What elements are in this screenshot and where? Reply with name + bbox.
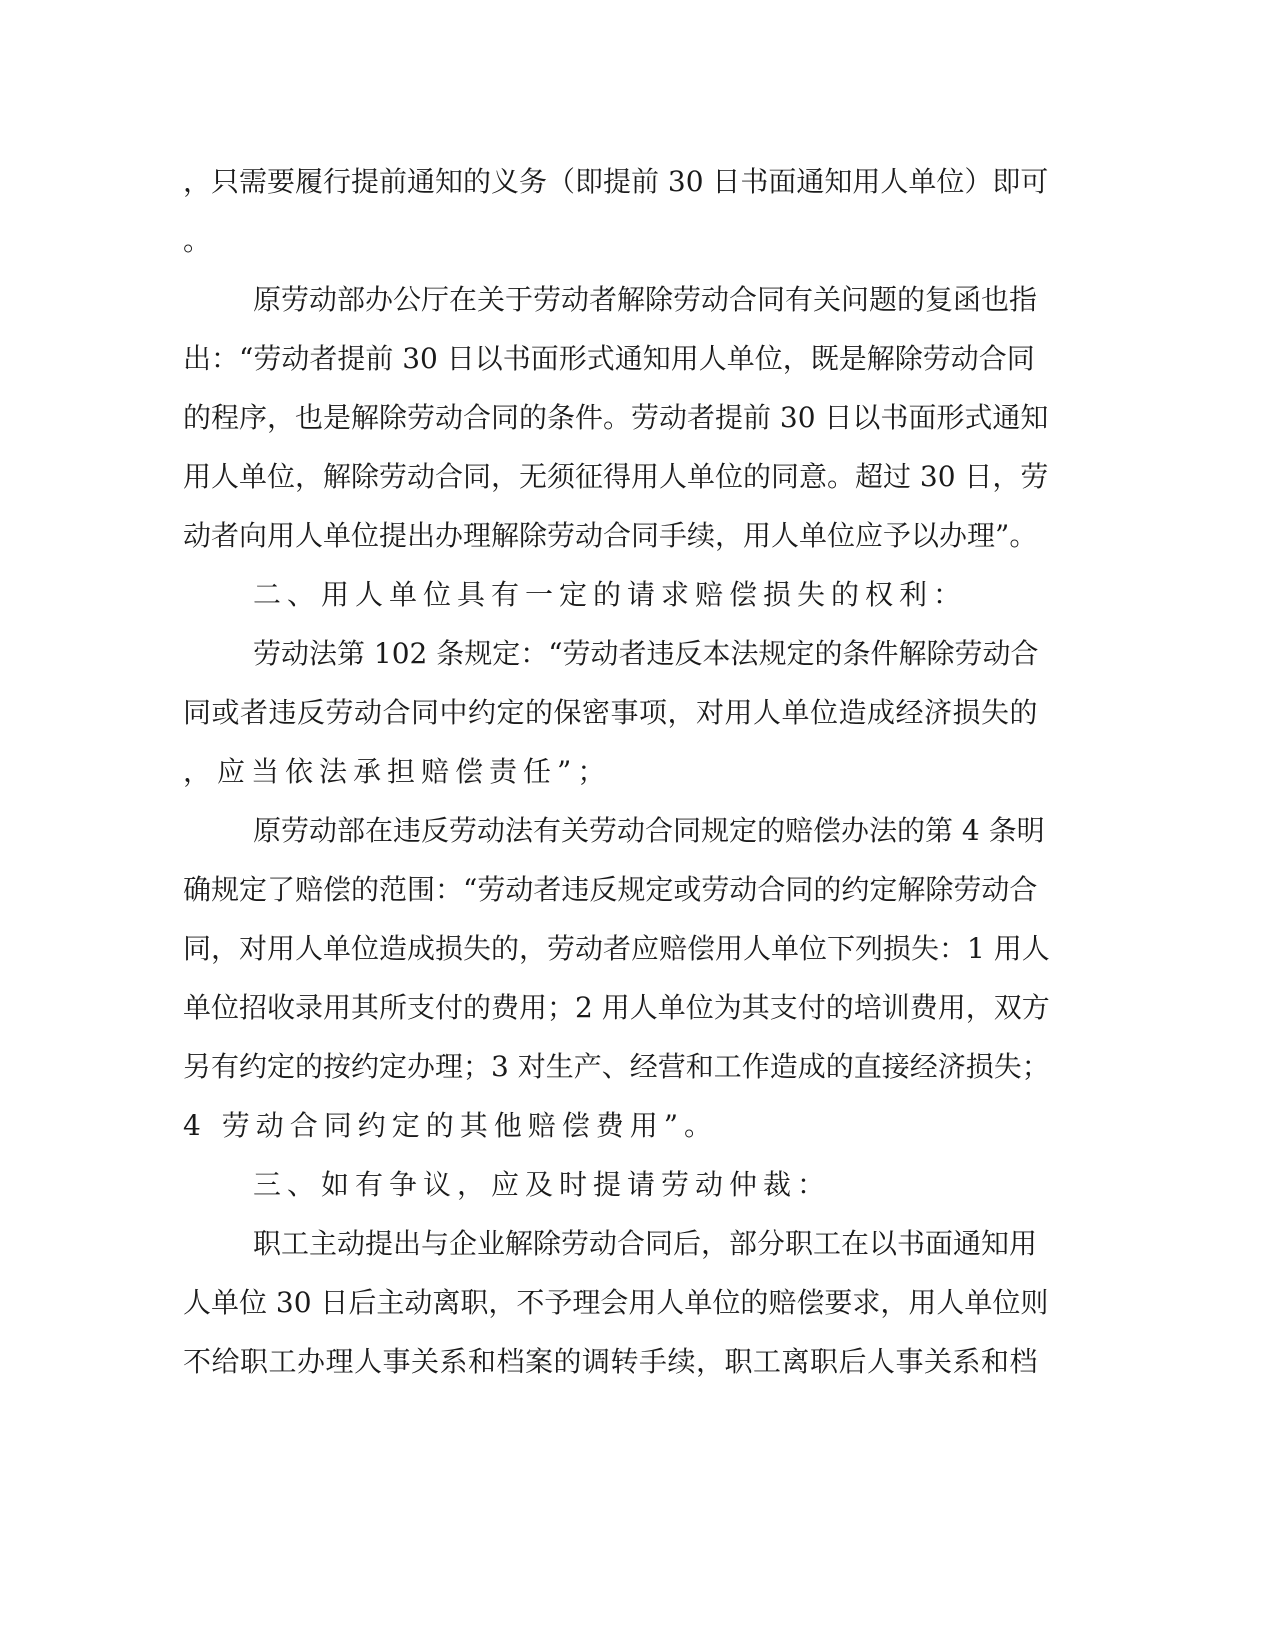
text-line: ，应当依法承担赔偿责任”； xyxy=(183,755,612,788)
text-line: 不给职工办理人事关系和档案的调转手续，职工离职后人事关系和档 xyxy=(183,1345,1039,1378)
text-line: 另有约定的按约定办理；3 对生产、经营和工作造成的直接经济损失； xyxy=(183,1050,1050,1083)
text-line: ，只需要履行提前通知的义务（即提前 30 日书面通知用人单位）即可 xyxy=(183,165,1049,198)
text-line: 4 劳动合同约定的其他赔偿费用”。 xyxy=(183,1109,719,1142)
text-line: 的程序，也是解除劳动合同的条件。劳动者提前 30 日以书面形式通知 xyxy=(183,401,1049,434)
paragraph-first-line: 职工主动提出与企业解除劳动合同后，部分职工在以书面通知用 xyxy=(253,1227,1038,1260)
section-heading: 三、如有争议，应及时提请劳动仲裁： xyxy=(253,1168,832,1201)
paragraph-first-line: 原劳动部在违反劳动法有关劳动合同规定的赔偿办法的第 4 条明 xyxy=(253,814,1045,847)
text-line: 。 xyxy=(183,224,218,257)
text-line: 出：“劳动者提前 30 日以书面形式通知用人单位，既是解除劳动合同 xyxy=(183,342,1035,375)
paragraph-first-line: 劳动法第 102 条规定：“劳动者违反本法规定的条件解除劳动合 xyxy=(253,637,1039,670)
text-line: 同，对用人单位造成损失的，劳动者应赔偿用人单位下列损失：1 用人 xyxy=(183,932,1050,965)
section-heading: 二、用人单位具有一定的请求赔偿损失的权利： xyxy=(253,578,968,611)
text-line: 动者向用人单位提出办理解除劳动合同手续，用人单位应予以办理”。 xyxy=(183,519,1038,552)
text-line: 同或者违反劳动合同中约定的保密事项，对用人单位造成经济损失的 xyxy=(183,696,1039,729)
paragraph-first-line: 原劳动部办公厅在关于劳动者解除劳动合同有关问题的复函也指 xyxy=(253,283,1038,316)
text-line: 人单位 30 日后主动离职，不予理会用人单位的赔偿要求，用人单位则 xyxy=(183,1286,1049,1319)
text-line: 单位招收录用其所支付的费用；2 用人单位为其支付的培训费用，双方 xyxy=(183,991,1050,1024)
text-line: 用人单位，解除劳动合同，无须征得用人单位的同意。超过 30 日，劳 xyxy=(183,460,1049,493)
text-line: 确规定了赔偿的范围：“劳动者违反规定或劳动合同的约定解除劳动合 xyxy=(183,873,1038,906)
